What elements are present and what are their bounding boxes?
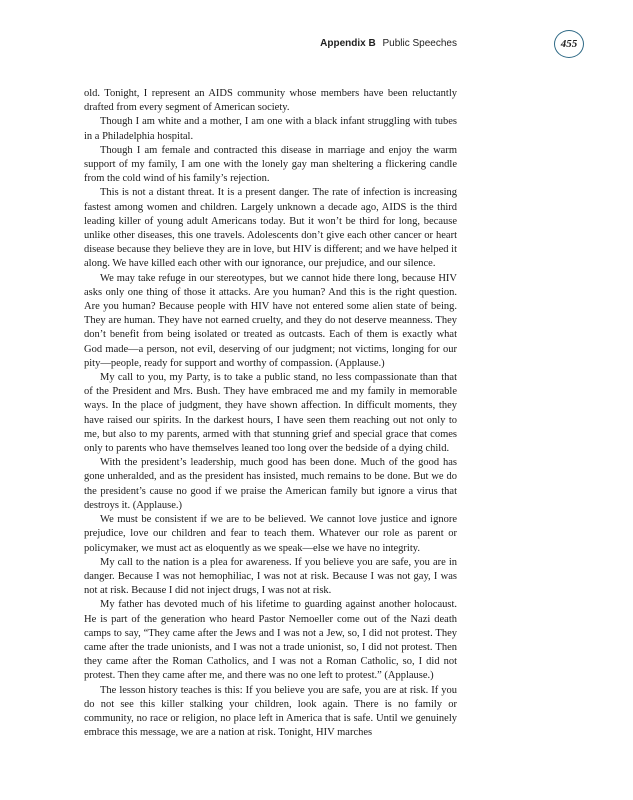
paragraph: This is not a distant threat. It is a present danger. The rate of infection is increasing fastest among women and children. Largely unknown a decade ago, AIDS is the third leading killer of young adult Americans today. But it won’t be third for long, because unlike other diseases, this one travels. Adolescents don’t give each other cancer or heart disease because they believe they are in love, but HIV is different; and we have helped it along. We have killed each other with our ignorance, our prejudice, and our silence. xyxy=(84,187,457,270)
page-number: 455 xyxy=(554,30,584,58)
paragraph: My call to the nation is a plea for awareness. If you believe you are safe, you are in danger. Because I was not hemophiliac, I was not at risk. Because I was not gay, I was not at risk. Because I did not inject drugs, I was not at risk. xyxy=(84,556,457,597)
running-head xyxy=(320,38,457,49)
speech-body xyxy=(84,87,457,740)
paragraph: old. Tonight, I represent an AIDS community whose members have been reluctantly drafted from every segment of American society. xyxy=(84,88,457,114)
section-title: Public Speeches xyxy=(382,38,457,49)
appendix-label: Appendix B xyxy=(320,38,376,49)
paragraph: The lesson history teaches is this: If you believe you are safe, you are at risk. If you do not see this killer stalking your children, look again. There is no family or community, no race or religion, no place left in America that is safe. Until we genuinely embrace this message, we are a nation at risk. Tonight, HIV marches xyxy=(84,684,457,739)
paragraph: Though I am white and a mother, I am one with a black infant struggling with tubes in a Philadelphia hospital. xyxy=(84,116,457,142)
paragraph: Though I am female and contracted this disease in marriage and enjoy the warm support of my family, I am one with the lonely gay man sheltering a flickering candle from the cold wind of his family’s rejection. xyxy=(84,144,457,185)
paragraph: My call to you, my Party, is to take a public stand, no less compassionate than that of the President and Mrs. Bush. They have embraced me and my family in memorable ways. In the place of judgment, they have shown affection. In difficult moments, they have raised our spirits. In the darkest hours, I have seen them reaching out not only to me, but also to my parents, armed with that stunning grief and special grace that comes only to parents who have themselves leaned too long over the bedside of a dying child. xyxy=(84,372,457,455)
paragraph: With the president’s leadership, much good has been done. Much of the good has gone unheralded, and as the president has insisted, much remains to be done. But we do the president’s cause no good if we praise the American family but ignore a virus that destroys it. (Applause.) xyxy=(84,457,457,511)
paragraph: We must be consistent if we are to be believed. We cannot love justice and ignore prejudice, love our children and fear to teach them. Whatever our role as parent or policymaker, we must act as eloquently as we speak—else we have no integrity. xyxy=(84,514,457,554)
paragraph: We may take refuge in our stereotypes, but we cannot hide there long, because HIV asks only one thing of those it attacks. Are you human? And this is the right question. Are you human? Because people with HIV have not entered some alien state of being. They are human. They have not earned cruelty, and they do not deserve meanness. They don’t benefit from being isolated or treated as outcasts. Each of them is exactly what God made—a person, not evil, deserving of our judgment; not victims, longing for our pity—people, ready for support and worthy of compassion. (Applause.) xyxy=(84,272,457,369)
paragraph: My father has devoted much of his lifetime to guarding against another holocaust. He is part of the generation who heard Pastor Nemoeller come out of the Nazi death camps to say, “They came after the Jews and I was not a Jew, so, I did not protest. They came after the trade unionists, and I was not a trade unionist, so, I did not protest. Then they came after the Roman Catholics, and I was not a Roman Catholic, so, I did not protest. Then they came after me, and there was no one left to protest.” (Applause.) xyxy=(84,599,457,682)
